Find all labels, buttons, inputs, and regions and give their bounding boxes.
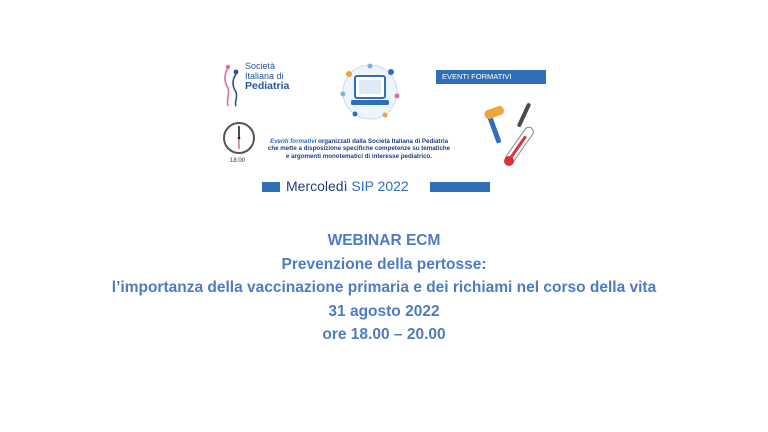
pen-icon xyxy=(517,102,532,127)
logo-line-3: Pediatria xyxy=(245,80,290,92)
event-description xyxy=(264,138,454,160)
logo-text xyxy=(245,62,289,92)
medical-tools xyxy=(482,96,542,181)
children-figures-icon xyxy=(222,64,244,108)
logo-line-1: Società xyxy=(245,61,276,71)
bar-title-part-1: Mercoledì xyxy=(286,178,352,194)
bar-left-accent xyxy=(262,182,280,192)
webinar-date: 31 agosto 2022 xyxy=(328,302,440,320)
device-illustration xyxy=(335,60,405,125)
description-line-1: organizzati dalla Società Italiana di Pediatria xyxy=(316,138,449,145)
mercoledi-sip-bar xyxy=(262,179,490,193)
event-banner xyxy=(210,58,555,198)
clock-time: 18:00 xyxy=(230,158,246,164)
clock xyxy=(222,120,256,170)
description-line-3: e argomenti monotematici di interesse pediatrico. xyxy=(285,152,433,160)
clock-icon xyxy=(222,120,256,156)
bar-right-accent xyxy=(430,182,490,192)
thermometer-icon xyxy=(504,126,535,166)
webinar-info xyxy=(0,229,768,347)
webinar-title: Prevenzione della pertosse: xyxy=(281,255,487,273)
sip-logo xyxy=(222,62,312,112)
bar-title-part-2: SIP 2022 xyxy=(351,178,409,194)
webinar-time: ore 18.00 – 20.00 xyxy=(322,326,446,343)
reflex-hammer-icon xyxy=(483,105,505,144)
webinar-type: WEBINAR ECM xyxy=(327,232,441,249)
events-tag: EVENTI FORMATIVI xyxy=(436,70,546,84)
bar-title xyxy=(286,178,409,194)
webinar-subtitle: l’importanza della vaccinazione primaria e dei richiami nel corso della vita xyxy=(111,279,657,296)
logo-line-2: Italiana di xyxy=(245,70,284,81)
description-emphasis: Eventi formativi xyxy=(269,138,317,145)
description-line-2: che mette a disposizione specifiche competenze su tematiche xyxy=(267,145,451,153)
